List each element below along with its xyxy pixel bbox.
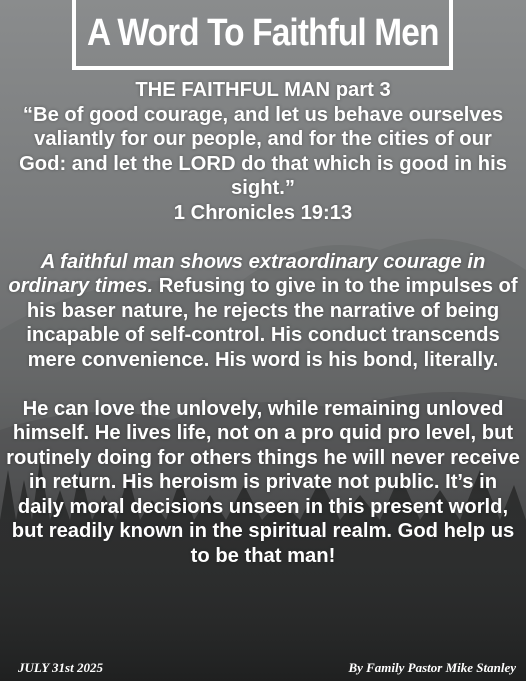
verse-line-1: “Be of good courage, and let us behave ourselves — [22, 103, 504, 126]
scripture-reference: 1 Chronicles 19:13 — [173, 201, 353, 224]
footer-date: JULY 31st 2025 — [18, 660, 103, 675]
subtitle: THE FAITHFUL MAN part 3 — [135, 79, 391, 101]
spacer — [6, 372, 520, 397]
verse-line-3: God: and let the LORD do that which is good in his — [19, 152, 507, 175]
page-title: A Word To Faithful Men — [86, 11, 439, 54]
devotional-text — [6, 78, 520, 568]
spacer — [6, 225, 520, 250]
paragraph-1 — [6, 250, 520, 373]
footer — [0, 658, 526, 678]
verse-line-2: valiantly for our people, and for the cities of our — [34, 128, 492, 150]
paragraph-2: He can love the unlovely, while remaining unloved himself. He lives life, not on a pro quid pro level, but routinely doing for others things he will never receive in return. His heroism is private not public. It’s in daily moral decisions unseen in this present world, but readily known in the spiritual realm. God help us to be that man! — [6, 397, 520, 567]
paragraph-1-body: Refusing to give in to the impulses of his baser nature, he rejects the narrative of being incapable of self-control. His conduct transcends mere convenience. His word is his bond, literally. — [26, 275, 518, 371]
paragraph-1-italic-lead: A faithful man shows extraordinary courage in ordinary times. — [8, 250, 486, 297]
title-frame — [72, 0, 453, 70]
footer-author: By Family Pastor Mike Stanley — [348, 660, 516, 675]
verse-line-4: sight.” — [231, 177, 295, 199]
